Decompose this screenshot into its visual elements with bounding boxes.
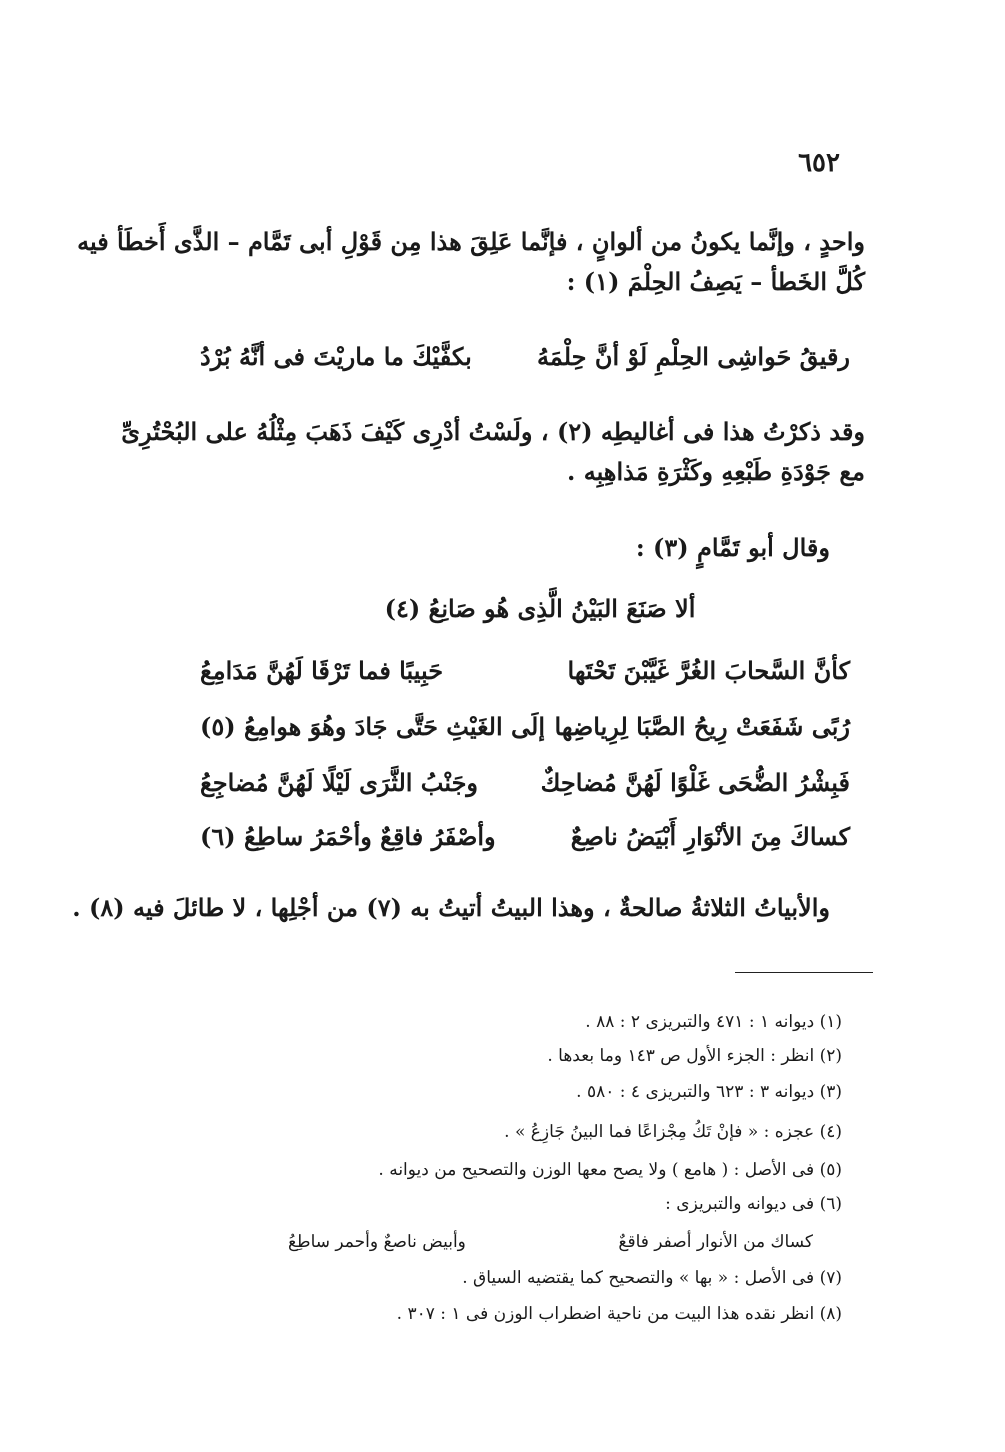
poem-verse-first-hemistich: رُبًى شَفَعَتْ رِيحُ الصَّبَا لِرِياضِها [554, 712, 850, 741]
poem-verse-first-hemistich: كأنَّ السَّحابَ الغُرَّ غَيَّبْنَ تَحْتَها [567, 656, 850, 685]
intro2-line: وقال أبو تَمَّامٍ (٣) : [635, 533, 830, 562]
footnote: (٤) عجزه : « فإنْ تَكُ مِجْزاعًا فما البينُ جَازِعُ » . [504, 1122, 842, 1142]
footnote: (٧) فى الأصل : « بها » والتصحيح كما يقتضيه السياق . [462, 1268, 842, 1288]
footnote: (٦) فى ديوانه والتبريزى : [665, 1194, 842, 1214]
poem-verse-second-hemistich: وأصْفَرُ فاقِعٌ وأحْمَرُ ساطِعُ (٦) [200, 822, 496, 851]
intro-line-1: واحدٍ ، وإنَّما يكونُ من ألوانٍ ، فإنَّما عَلِقَ هذا مِن قَوْلِ أبى تَمَّام – الذَّى أَخطَأ فيه [77, 227, 865, 256]
comment-paragraph [121, 412, 865, 492]
footnote-verse [288, 1232, 813, 1262]
intro-paragraph [77, 222, 865, 302]
poem-verse [200, 768, 850, 808]
footnote: (٣) ديوانه ٣ : ٦٢٣ والتبريزى ٤ : ٥٨٠ . [576, 1082, 842, 1102]
closing-line: والأبياتُ الثلاثةُ صالحةٌ ، وهذا البيتُ أتيتُ به (٧) من أجْلِها ، لا طائلَ فيه (٨) . [72, 893, 830, 922]
intro-line-2: كُلَّ الخَطأ – يَصِفُ الحِلْمَ (١) : [566, 267, 865, 296]
footnote-separator [735, 972, 873, 973]
footnote: (٢) انظر : الجزء الأول ص ١٤٣ وما بعدها . [547, 1046, 842, 1066]
poem-verse-second-hemistich: حَبِيبًا فما تَرْقَا لَهُنَّ مَدَامِعُ [200, 656, 444, 685]
poem-verse-second-hemistich: إلَى الغَيْثِ حَتَّى جَادَ وهُوَ هوامِعُ (٥) [200, 712, 546, 741]
verse-1-first-hemistich: رقيقُ حَواشِى الحِلْمِ لَوْ أنَّ حِلْمَهُ [536, 342, 850, 371]
poem-verse [200, 712, 850, 752]
footnote: (٨) انظر نقده هذا البيت من ناحية اضطراب الوزن فى ١ : ٣٠٧ . [396, 1304, 842, 1324]
verse-1-second-hemistich: بكفَّيْكَ ما ماريْتَ فى أنَّهُ بُرْدُ [200, 342, 472, 371]
comment-line-2: مع جَوْدَةِ طَبْعِهِ وكَثْرَةِ مَذاهِبِه . [566, 457, 865, 486]
footnote: (٥) فى الأصل : ( هامع ) ولا يصح معها الوزن والتصحيح من ديوانه . [378, 1160, 842, 1180]
poem-verse [200, 656, 850, 696]
poem-verse [200, 822, 850, 862]
poem-verse-second-hemistich: وجَنْبُ الثَّرَى لَيْلًا لَهُنَّ مُضاجِعُ [200, 768, 479, 797]
poem-verse-first-hemistich: فَبِشْرُ الضُّحَى غَلْوًا لَهُنَّ مُضاحِكٌ [540, 768, 850, 797]
verse-1 [200, 342, 850, 382]
poem-verse-first-hemistich: كساكَ مِنَ الأنْوَارِ أَبْيَضُ ناصِعٌ [570, 822, 850, 851]
page-number: ٦٥٢ [798, 148, 840, 178]
comment-line-1: وقد ذكرْتُ هذا فى أغاليطِه (٢) ، ولَسْتُ أدْرِى كَيْفَ ذَهَبَ مِثْلُهُ على البُحْتُرِىِّ [121, 417, 865, 446]
footnote: (١) ديوانه ١ : ٤٧١ والتبريزى ٢ : ٨٨ . [585, 1012, 842, 1032]
poem-title-verse: ألا صَنَعَ البَيْنُ الَّذِى هُو صَانِعُ (٤) [384, 594, 696, 623]
footnote-verse-first-hemistich: كساك من الأنوار أصفر فاقعٌ [618, 1232, 813, 1252]
footnote-verse-second-hemistich: وأبيض ناصعٌ وأحمر ساطِعُ [288, 1232, 466, 1252]
